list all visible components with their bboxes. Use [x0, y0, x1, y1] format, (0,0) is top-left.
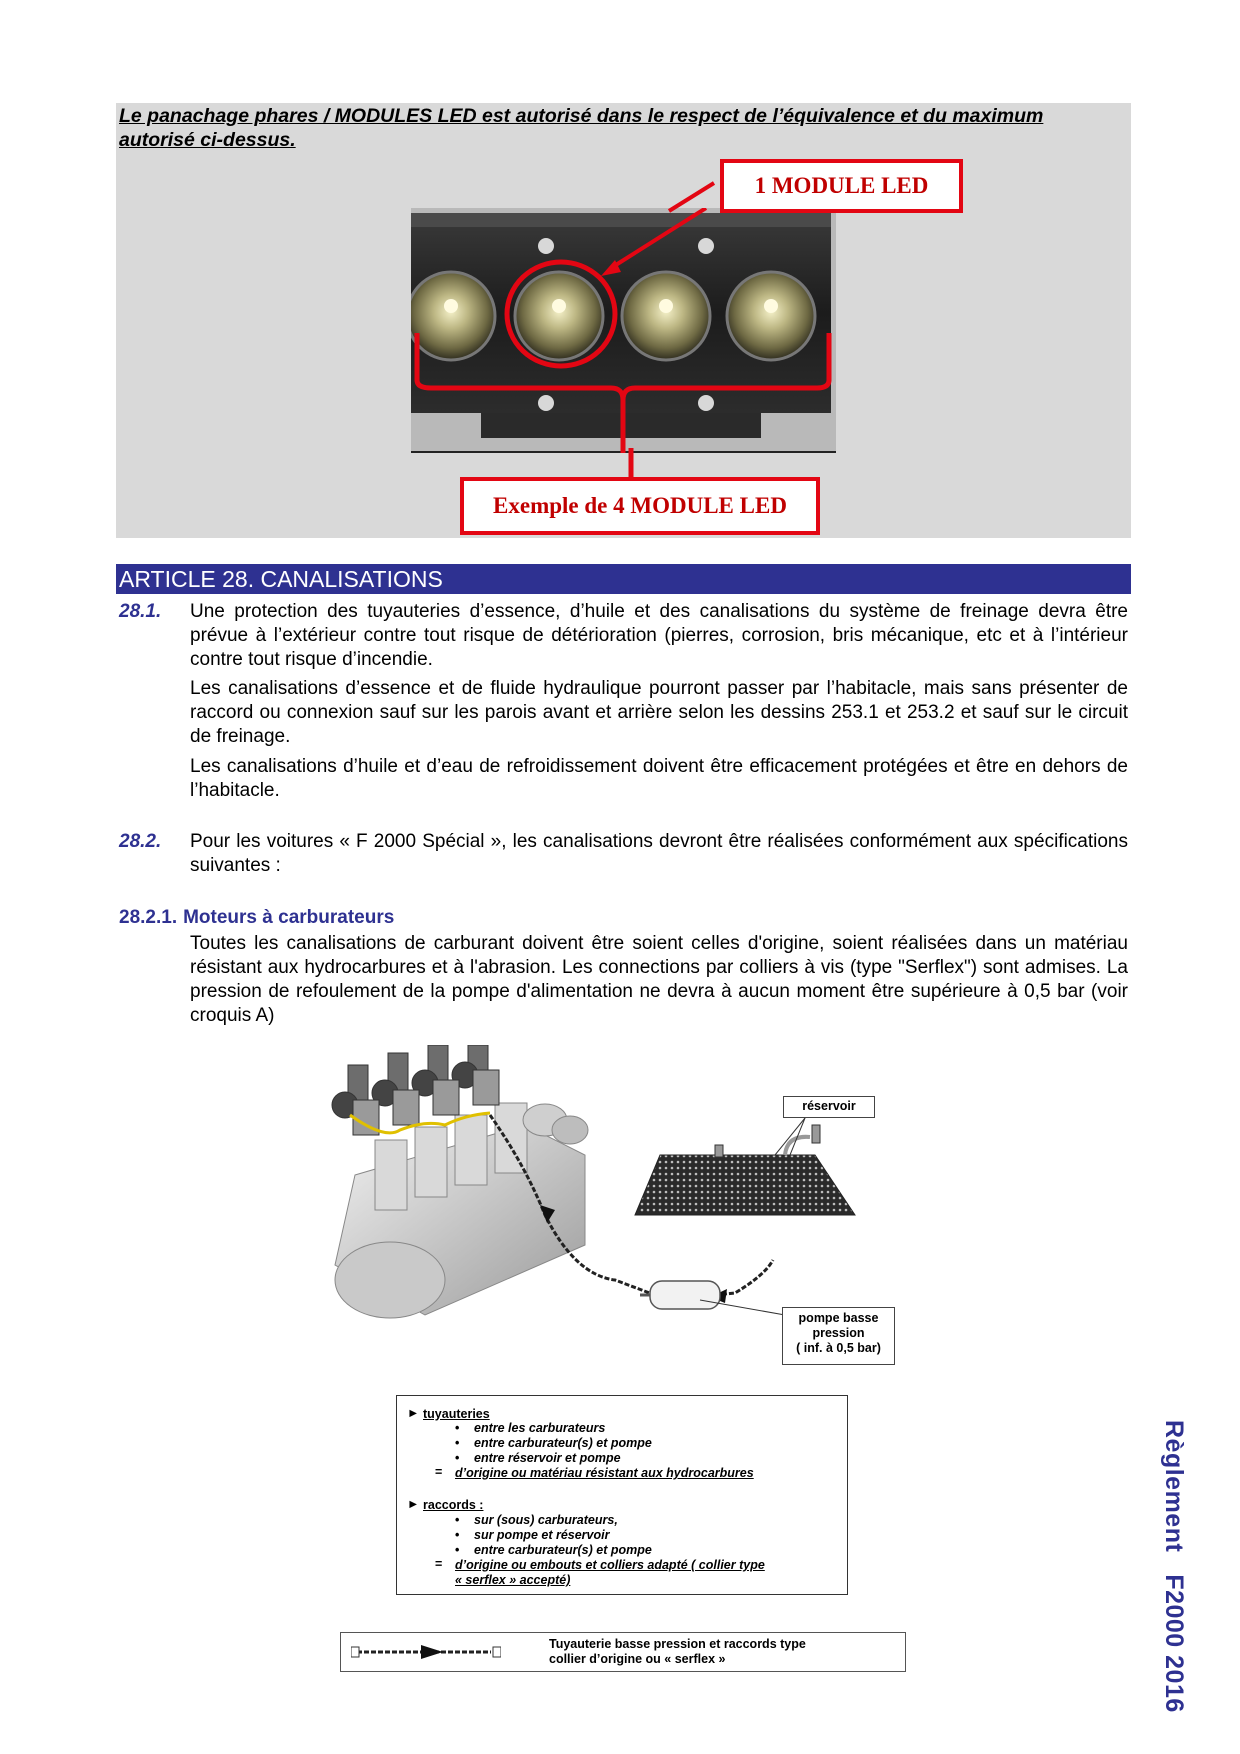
section-number-28-1: 28.1. [119, 601, 162, 622]
paragraph-28-1-b: Les canalisations d’essence et de fluide hydraulique pourront passer par l’habitacle, mais sans présenter de raccord ou connexion sauf sur les parois avant et arrière selon les dessins 253.1 et 253.2 et sauf sur le circuit de freinage. [190, 678, 1128, 747]
line-legend-line-1: Tuyauterie basse pression et raccords type [549, 1637, 806, 1651]
legend-item: entre réservoir et pompe [474, 1451, 621, 1465]
article-title: ARTICLE 28. CANALISATIONS [116, 564, 1131, 594]
legend-raccords-result-2: « serflex » accepté) [455, 1573, 571, 1587]
legend-raccords-title: raccords : [423, 1498, 484, 1512]
led-section [116, 103, 1131, 538]
led-bar-photo-icon [411, 208, 836, 453]
single-module-label: 1 MODULE LED [720, 159, 963, 213]
bullet-arrow-icon: ► [407, 1497, 420, 1511]
fuel-pump-icon [640, 1281, 720, 1309]
fuel-tank-icon [635, 1125, 855, 1215]
legend-tuyauteries-result: d’origine ou matériau résistant aux hydrocarbures [455, 1466, 754, 1480]
led-intro-text: Le panachage phares / MODULES LED est autorisé dans le respect de l’équivalence et du maximum autorisé ci-dessus. [119, 105, 1044, 151]
subsection-heading: Moteurs à carburateurs [183, 907, 395, 928]
subsection-title-28-2-1 [119, 906, 394, 930]
legend-item: entre les carburateurs [474, 1421, 606, 1435]
pump-label-line: pression [812, 1326, 865, 1340]
legend-item: sur (sous) carburateurs, [474, 1513, 618, 1527]
paragraph-28-2: Pour les voitures « F 2000 Spécial », les canalisations devront être réalisées conformément aux spécifications suivantes : [190, 831, 1128, 876]
paragraph-28-1-c: Les canalisations d’huile et d’eau de refroidissement doivent être efficacement protégées et être en dehors de l’habitacle. [190, 756, 1128, 801]
paragraph-28-2-1: Toutes les canalisations de carburant doivent être soient celles d'origine, soient réalisées dans un matériau résistant aux hydrocarbures et à l'abrasion. Les connections par colliers à vis (type "Serflex") sont admises. La pression de refoulement de la pompe d'alimentation ne devra à aucun moment être supérieure à 0,5 bar (voir croquis A) [190, 933, 1128, 1026]
pump-label-line: ( inf. à 0,5 bar) [796, 1341, 881, 1355]
footer-reglement: Règlement [1160, 1420, 1188, 1553]
paragraph-28-1-a: Une protection des tuyauteries d’essence, d’huile et des canalisations du système de freinage devra être prévue à l’extérieur contre tout risque de détérioration (pierres, corrosion, bris mécanique, etc et à l’intérieur contre tout risque d’incendie. [190, 601, 1128, 670]
section-number-28-2: 28.2. [119, 831, 162, 852]
legend-item: entre carburateur(s) et pompe [474, 1543, 652, 1557]
side-footer [1159, 1420, 1188, 1713]
fuel-line-arrow-icon [351, 1641, 501, 1663]
pump-label-line: pompe basse [798, 1311, 879, 1325]
reservoir-label: réservoir [783, 1096, 875, 1118]
line-legend-line-2: collier d’origine ou « serflex » [549, 1652, 726, 1666]
legend-item: sur pompe et réservoir [474, 1528, 610, 1542]
pump-label [782, 1307, 895, 1365]
engine-carburetors-icon [332, 1045, 588, 1318]
legend-raccords-result: d’origine ou embouts et colliers adapté ( collier type [455, 1558, 765, 1572]
legend-tuyauteries-title: tuyauteries [423, 1407, 490, 1421]
legend-item: entre carburateur(s) et pompe [474, 1436, 652, 1450]
four-modules-label: Exemple de 4 MODULE LED [460, 477, 820, 535]
subsection-number: 28.2.1. [119, 907, 178, 928]
legend-box: ► tuyauteries • entre les carburateurs • entre carburateur(s) et pompe • entre réservoir et pompe = d’origine ou matériau résistant aux hydrocarbures ► raccords : • sur (sous) carburateurs, • sur pompe et réservoir • entre carburateur(s) et pompe = d’origine ou embouts et colliers adapté ( collier type « serflex » accepté) [396, 1395, 848, 1595]
line-legend-strip [340, 1632, 906, 1672]
line-legend-text [549, 1637, 879, 1667]
bullet-arrow-icon: ► [407, 1406, 420, 1420]
footer-edition: F2000 2016 [1160, 1574, 1188, 1713]
